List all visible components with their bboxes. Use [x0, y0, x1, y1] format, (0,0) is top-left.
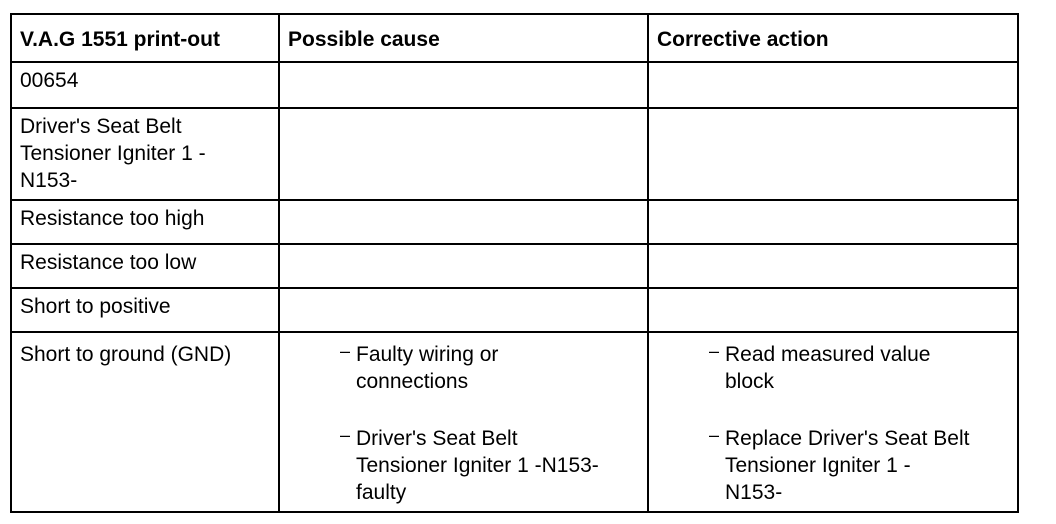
empty-cell [648, 288, 1018, 332]
dash-bullet: – [709, 341, 720, 361]
dash-bullet: – [340, 425, 351, 445]
list-item [340, 425, 639, 506]
empty-cell [279, 200, 648, 244]
empty-cell [648, 62, 1018, 108]
corrective-action-cell [648, 332, 1018, 512]
table-row [11, 200, 1018, 244]
fault-type-cell [11, 288, 279, 332]
action-text: Replace Driver's Seat Belt Tensioner Igniter 1 - N153- [725, 427, 970, 504]
fault-short-ground: Short to ground (GND) [20, 343, 232, 366]
fault-type-cell [11, 200, 279, 244]
list-item [340, 341, 639, 395]
empty-cell [648, 244, 1018, 288]
table-row [11, 62, 1018, 108]
header-printout: V.A.G 1551 print-out [11, 14, 279, 62]
action-list [657, 341, 1009, 506]
empty-cell [279, 244, 648, 288]
fault-type-cell [11, 332, 279, 512]
cause-list [288, 341, 639, 506]
empty-cell [648, 200, 1018, 244]
fault-table [10, 13, 1019, 513]
fault-code: 00654 [20, 69, 79, 92]
empty-cell [279, 288, 648, 332]
fault-short-positive: Short to positive [20, 295, 171, 318]
fault-type-cell [11, 244, 279, 288]
list-item [709, 341, 1009, 395]
component-cell [11, 108, 279, 200]
cause-text: Faulty wiring or connections [356, 343, 499, 393]
dash-bullet: – [340, 341, 351, 361]
fault-code-cell [11, 62, 279, 108]
cause-text: Driver's Seat Belt Tensioner Igniter 1 -N153- faulty [356, 427, 599, 504]
table-row [11, 288, 1018, 332]
fault-resistance-high: Resistance too high [20, 207, 205, 230]
empty-cell [279, 108, 648, 200]
component-name: Driver's Seat Belt Tensioner Igniter 1 - N153- [20, 115, 206, 192]
action-text: Read measured value block [725, 343, 931, 393]
table-row [11, 108, 1018, 200]
dash-bullet: – [709, 425, 720, 445]
table-row [11, 332, 1018, 512]
header-row [11, 14, 1018, 62]
table-row [11, 244, 1018, 288]
list-item [709, 425, 1009, 506]
empty-cell [279, 62, 648, 108]
header-possible-cause: Possible cause [279, 14, 648, 62]
fault-resistance-low: Resistance too low [20, 251, 197, 274]
possible-cause-cell [279, 332, 648, 512]
empty-cell [648, 108, 1018, 200]
header-corrective-action: Corrective action [648, 14, 1018, 62]
